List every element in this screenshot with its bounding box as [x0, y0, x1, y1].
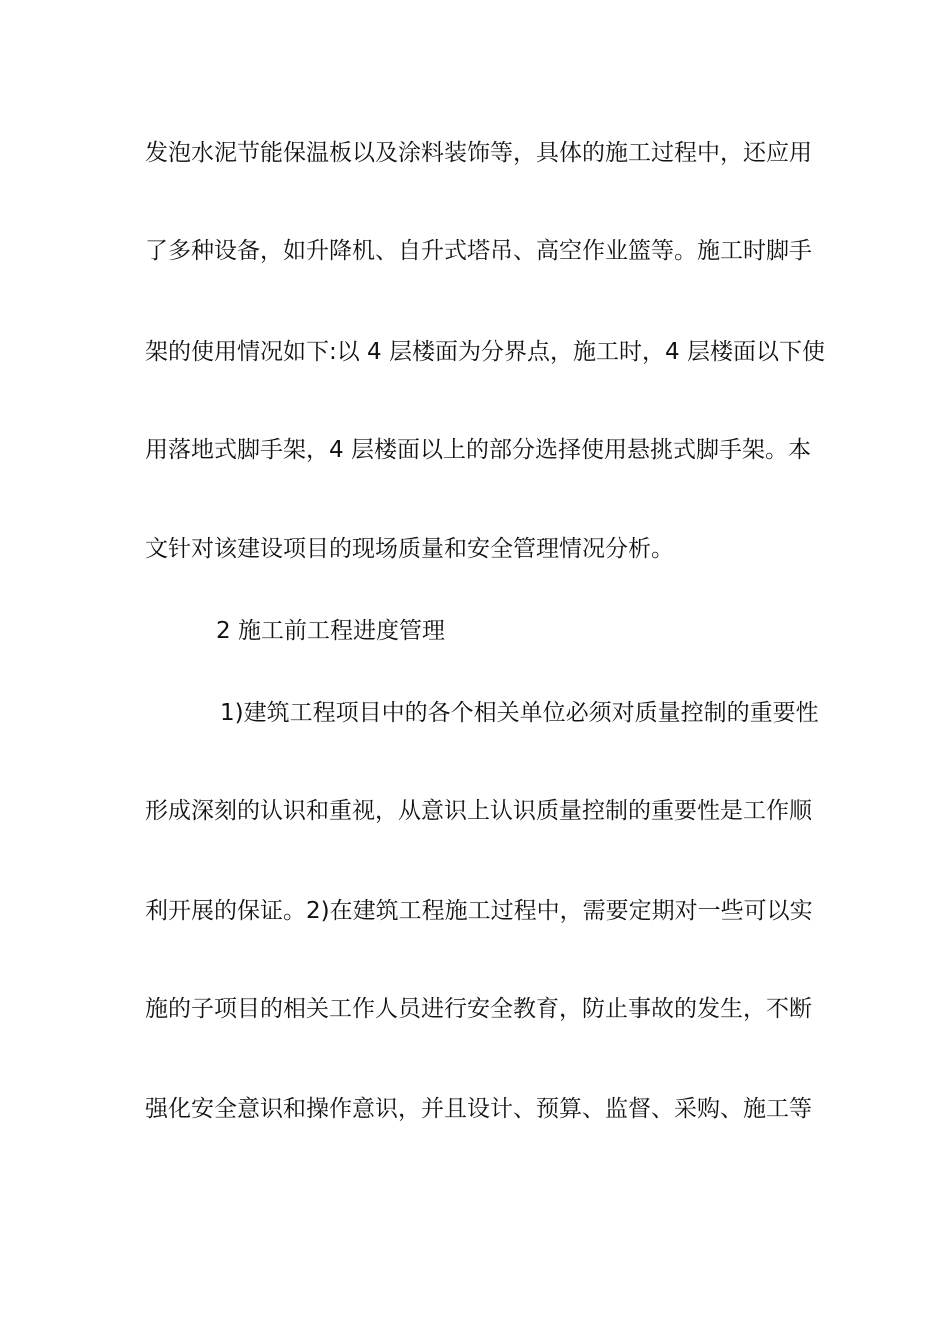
paragraph-line: 架的使用情况如下:以 4 层楼面为分界点，施工时，4 层楼面以下使 — [145, 339, 825, 365]
paragraph-line: 形成深刻的认识和重视，从意识上认识质量控制的重要性是工作顺 — [145, 798, 812, 824]
paragraph-line: 施的子项目的相关工作人员进行安全教育，防止事故的发生，不断 — [145, 996, 812, 1022]
paragraph-line: 强化安全意识和操作意识，并且设计、预算、监督、采购、施工等 — [145, 1096, 812, 1122]
section-heading: 2 施工前工程进度管理 — [216, 618, 445, 644]
paragraph-line: 了多种设备，如升降机、自升式塔吊、高空作业篮等。施工时脚手 — [145, 238, 812, 264]
paragraph-line: 用落地式脚手架，4 层楼面以上的部分选择使用悬挑式脚手架。本 — [145, 437, 811, 463]
paragraph-line: 1)建筑工程项目中的各个相关单位必须对质量控制的重要性 — [220, 700, 819, 726]
paragraph-line: 文针对该建设项目的现场质量和安全管理情况分析。 — [145, 536, 674, 562]
paragraph-line: 发泡水泥节能保温板以及涂料装饰等，具体的施工过程中，还应用 — [145, 140, 812, 166]
paragraph-line: 利开展的保证。2)在建筑工程施工过程中，需要定期对一些可以实 — [145, 898, 813, 924]
